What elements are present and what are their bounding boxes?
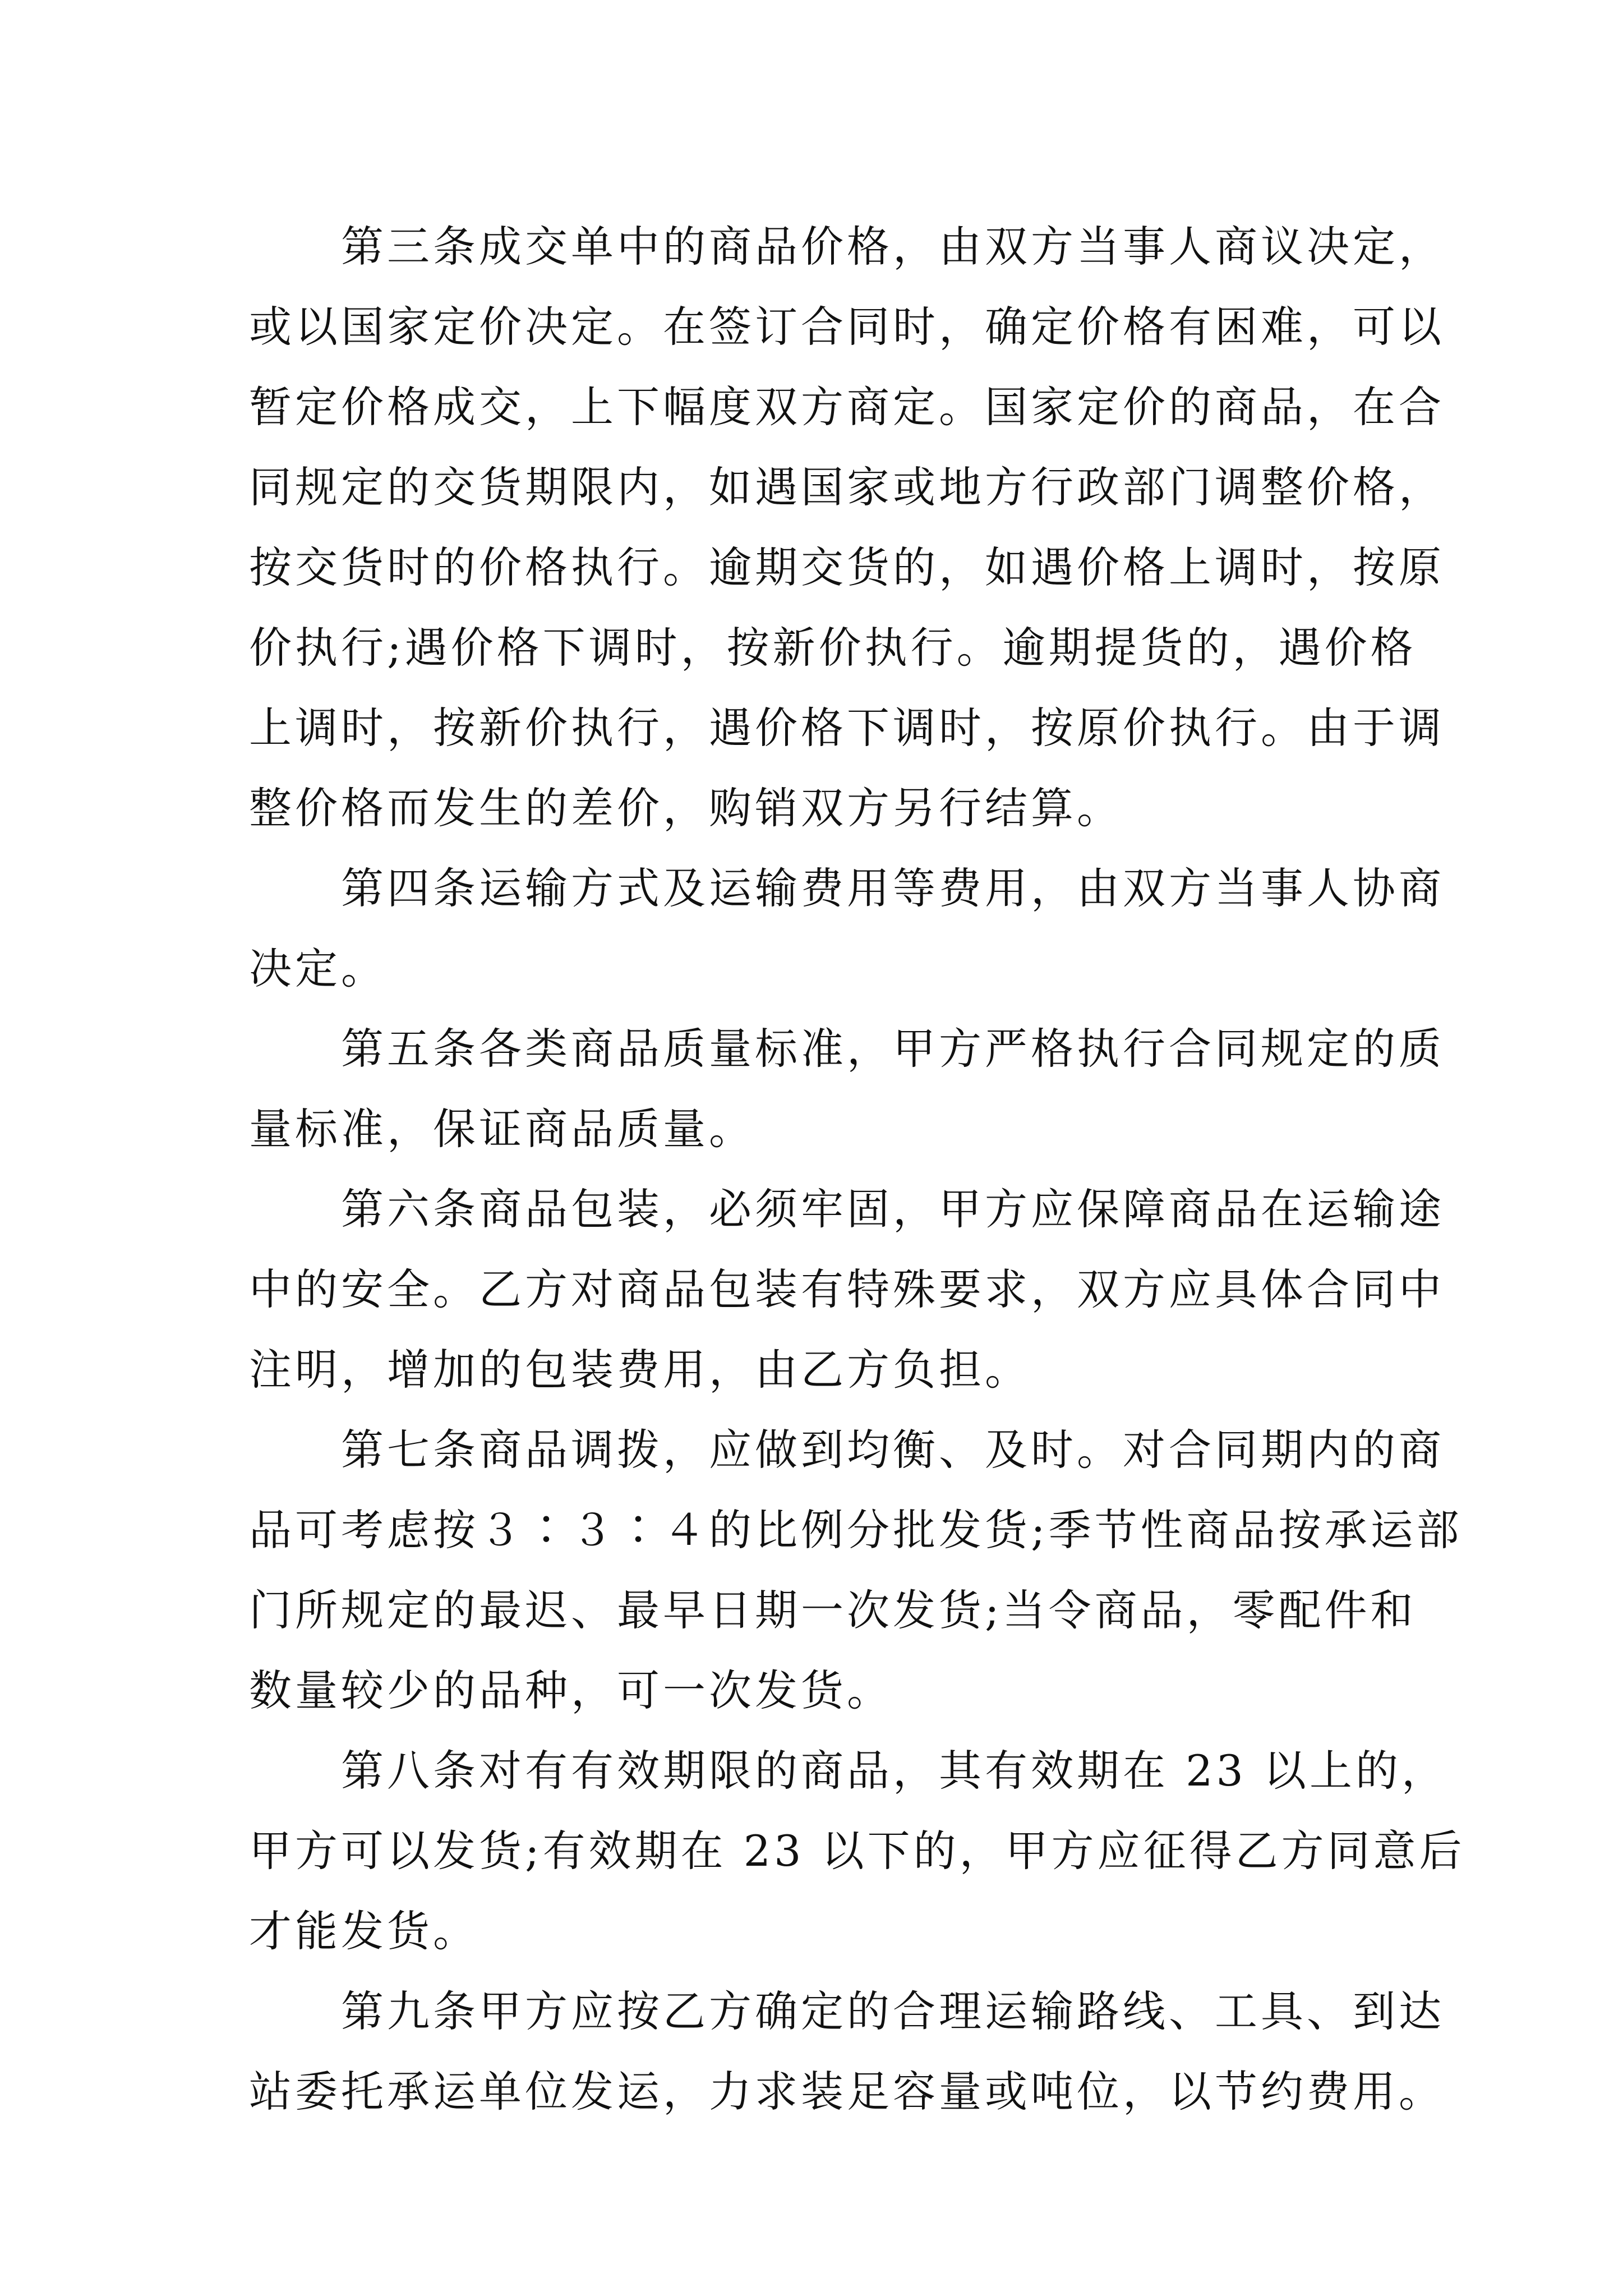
paragraph-line: 第九条甲方应按乙方确定的合理运输路线、工具、到达: [341, 1986, 1445, 2036]
article-7-paragraph: [249, 1410, 1463, 1731]
paragraph-line: 同规定的交货期限内，如遇国家或地方行政部门调整价格，: [249, 462, 1445, 512]
article-8-paragraph: [249, 1731, 1465, 1971]
paragraph-line: 品可考虑按３∶３∶４的比例分批发货;季节性商品按承运部: [249, 1505, 1463, 1555]
paragraph-line: 或以国家定价决定。在签订合同时，确定价格有困难，可以: [249, 302, 1445, 352]
paragraph-line: 量标准，保证商品质量。: [249, 1104, 755, 1154]
article-3-paragraph: [249, 206, 1445, 848]
paragraph-line: 甲方可以发货;有效期在 23 以下的，甲方应征得乙方同意后: [249, 1826, 1465, 1876]
paragraph-line: 第五条各类商品质量标准，甲方严格执行合同规定的质: [341, 1024, 1445, 1074]
paragraph-line: 第七条商品调拨，应做到均衡、及时。对合同期内的商: [341, 1425, 1445, 1475]
paragraph-line: 第八条对有有效期限的商品，其有效期在 23 以上的，: [341, 1746, 1448, 1796]
article-5-paragraph: [249, 1009, 1445, 1169]
paragraph-line: 第四条运输方式及运输费用等费用，由双方当事人协商: [341, 863, 1445, 913]
paragraph-line: 第三条成交单中的商品价格，由双方当事人商议决定，: [341, 222, 1445, 272]
paragraph-line: 数量较少的品种，可一次发货。: [249, 1665, 893, 1715]
paragraph-line: 上调时，按新价执行，遇价格下调时，按原价执行。由于调: [249, 703, 1445, 753]
paragraph-line: 站委托承运单位发运，力求装足容量或吨位，以节约费用。: [249, 2067, 1445, 2116]
paragraph-line: 暂定价格成交，上下幅度双方商定。国家定价的商品，在合: [249, 382, 1445, 432]
paragraph-line: 中的安全。乙方对商品包装有特殊要求，双方应具体合同中: [249, 1264, 1445, 1314]
paragraph-line: 按交货时的价格执行。逾期交货的，如遇价格上调时，按原: [249, 542, 1445, 592]
document-body: [249, 206, 1465, 2132]
paragraph-line: 第六条商品包装，必须牢固，甲方应保障商品在运输途: [341, 1184, 1445, 1234]
article-4-paragraph: [249, 848, 1445, 1009]
paragraph-line: 门所规定的最迟、最早日期一次发货;当令商品，零配件和: [249, 1585, 1417, 1635]
article-6-paragraph: [249, 1169, 1445, 1410]
paragraph-line: 注明，增加的包装费用，由乙方负担。: [249, 1345, 1031, 1395]
article-9-paragraph: [249, 1971, 1445, 2132]
paragraph-line: 决定。: [249, 944, 387, 993]
paragraph-line: 才能发货。: [249, 1906, 479, 1956]
paragraph-line: 价执行;遇价格下调时，按新价执行。逾期提货的，遇价格: [249, 623, 1417, 673]
paragraph-line: 整价格而发生的差价，购销双方另行结算。: [249, 783, 1123, 833]
